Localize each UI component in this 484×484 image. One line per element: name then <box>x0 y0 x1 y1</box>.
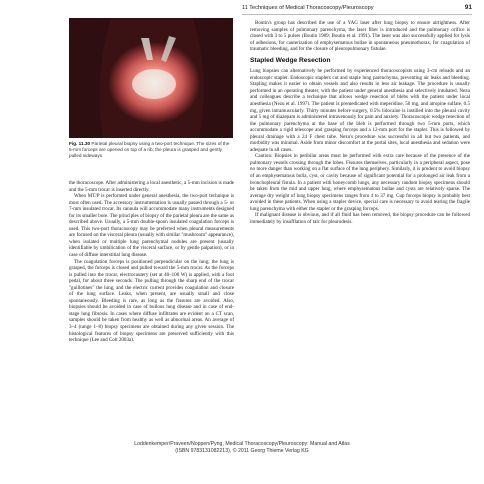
right-column <box>250 20 470 225</box>
figure-label: Fig. 11.30 <box>69 141 91 146</box>
figure-caption <box>69 141 233 159</box>
right-paragraph: Lung biopsies can alternatively be performed by experienced thoracoscopists using 3-cm reloads and an endoscopic stapler. Endoscopic staplers cut and staple lung parenchyma, preventing air leaks and bleeding. Stapling makes it easier to obtain vessels and also results in less air leakage. The procedure is usually performed in an operating theater, with the patient under general anesthesia and selectively intubated. Nezu and colleagues describe a technique that allows wedge resection of blebs with the patient under local anesthesia (Nezu et al. 1997). The patient is premedicated with meperidine, 50 mg, and atropine sulfate, 0.5 mg, given intramuscularly. Thirty minutes before surgery, 0.5% lidocaine is instilled into the pleural cavity and 5 mg of diazepam is administered intravenously for pain and anxiety. Thoracoscopic wedge resection of the pulmonary parenchyma at the base of the bleb is performed through two 5-mm ports, which accommodate a rigid telescope and grasping forceps and a 12-mm port for the stapler. This is followed by pleural drainage with a 24 F chest tube. Nezu's procedure was successful in all but two patients, and morbidity was minimal. Aside from minor discomfort at the portal sites, local anesthesia and sedation were adequate in all cases. <box>250 68 470 153</box>
left-column <box>69 180 234 344</box>
right-paragraph: Caution: Biopsies in peribilar areas must be performed with extra care because of the presence of the pulmonary vessels crossing through the lobes. Fissures themselves, particularly in a peripheral aspect, pose no more danger than working on a flat surface of the lung periphery. Similarly, it is prudent to avoid biopsy of an emphysematous bulla, cyst, or cavity because of significant potential for a prolonged air leak from a bronchopleural fistula. In a patient with honeycomb lungs, any necessary random biopsy specimens should be taken from the mid and upper lung, where emphysematous bullae and cysts are relatively sparse. The average dry weight of lung biopsy specimens ranges from 4 to 37 mg. Cup forceps biopsy is probably best avoided in these patients. When using a stapler device, special care is necessary to avoid tearing the fragile lung parenchyma with either the stapler or the grasping forceps. <box>250 153 470 212</box>
running-header <box>242 4 472 15</box>
footer-line: (ISBN 9783131082213), © 2011 Georg Thieme Verlag KG <box>175 448 309 454</box>
right-intro-paragraph: Boutin's group has described the use of a YAG laser after lung biopsy to ensure airtightness. After removing samples of pulmonary parenchyma, the laser fiber is introduced and the pulmonary orifice is closed with 3 to 5 pulses (Boutin 1989; Boutin et al. 1991). The laser was also successfully applied for lysis of adhesions, for cauterization of emphysematous bullae in spontaneous pneumothorax, for coagulation of traumatic bleeding, and for the closure of pleuropulmonary fistulae. <box>250 20 470 53</box>
left-paragraph: When MT/P is performed under general anesthesia, the two-port technique is most often used. The accessory instrumentation is usually passed through a 5- or 7-mm insulated trocar. Its cannula will accommodate many instruments designed for its smaller bore. The principles of biopsy of the parietal pleura are the same as described above. Usually, a 5-mm double-spoon insulated coagulation forceps is used. This two-port thoracoscopy may be preferred when pleural measurements are focused on the visceral pleura (usually with similar "mushroom" appearance), when isolated or multiple lung parenchymal nodules are present (usually identifiable by umbilication of the visceral surface, or by gentle palpation), or in case of diffuse interstitial lung disease. <box>69 193 234 259</box>
footer-line: Loddenkemper/Praveen/Noppen/Pyng, Medical Thoracoscopy/Pleuroscopy: Manual and Atlas <box>134 441 350 447</box>
thoracoscopy-photo <box>69 18 233 138</box>
left-paragraph: the thoracoscope. After administering a local anesthetic, a 5-mm incision is made and the 5-mm trocar is inserted directly. <box>69 180 234 193</box>
page-footer <box>0 441 484 455</box>
running-title: 11 Techniques of Medical Thoracoscopy/Pleuroscopy <box>242 5 374 11</box>
thoracoscopy-photo-art <box>69 18 233 138</box>
page-number: 91 <box>464 4 472 11</box>
right-paragraph: If malignant disease is obvious, and if all fluid has been removed, the biopsy procedure can be followed immediately by insufflation of talc for pleurodesis. <box>250 212 470 225</box>
section-heading: Stapled Wedge Resection <box>250 56 331 64</box>
left-paragraph: The coagulation forceps is positioned perpendicular on the lung; the lung is grasped, the forceps is closed and pulled toward the 5-mm trocar. As the forceps is pulled into the trocar, electrocautery (set at 40–100 W) is applied, with a foot pedal, for about three seconds. The pulling through the sharp end of the trocar "guillotines" the lung, and the electric current provides coagulation and closure of the lung surface. Leaks, when present, are usually small and close spontaneously. Bleeding is rare, as long as the fissures are avoided. Also, biopsies should be avoided in case of bullous lung disease and in case of end-stage lung fibrosis. In cases where diffuse infiltrates are evident on a CT scan, samples should be taken from healthy as well as abnormal areas. An average of 3–4 (range 1–8) biopsy specimens are obtained during any given session. The histological features of biopsy specimens are preserved sufficiently with this technique (Lee and Colt 2003a). <box>69 258 234 344</box>
figure-caption-text: Parietal pleural biopsy using a two-port technique. The sizes of the 5-mm forceps are opened on top of a rib; the pleura is grasped and gently pulled sideways. <box>69 141 230 158</box>
